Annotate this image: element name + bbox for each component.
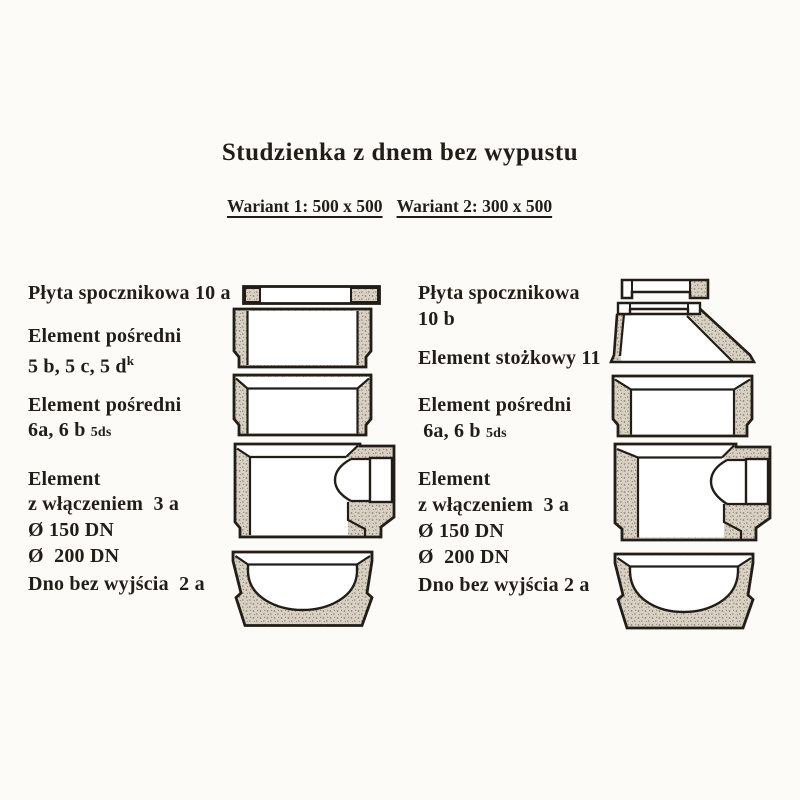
- dno-2a-left-drawing: [233, 552, 372, 626]
- variant-1-label: Wariant 1: 500 x 500: [227, 196, 383, 216]
- pipe-socket-left: [370, 458, 392, 502]
- label-plyta-10b-line2: 10 b: [418, 308, 455, 330]
- label-element-6-right-line1: Element pośredni: [418, 394, 572, 416]
- element-6-left-drawing: [234, 375, 371, 435]
- label-element-stozkowy-11: Element stożkowy 11: [418, 347, 601, 369]
- label-element-3a-line1: Element: [28, 468, 101, 490]
- variant-2-label: Wariant 2: 300 x 500: [396, 196, 553, 216]
- label-element-6-right-line2: 6a, 6 b 5ds: [418, 420, 507, 442]
- label-element-5-line2: 5 b, 5 c, 5 $d^k$: [28, 353, 135, 378]
- label-diameter-200: Ø 200 DN: [28, 545, 120, 567]
- dno-2a-right-drawing: [615, 554, 753, 628]
- element-3a-right-drawing: [615, 444, 770, 540]
- label-element-6-line1: Element pośredni: [28, 394, 182, 416]
- label-plyta-10b-line1: Płyta spocznikowa: [418, 282, 580, 304]
- label-element-3a-line2: z włączeniem 3 a: [28, 493, 180, 515]
- plyta-10a-drawing: [244, 287, 380, 304]
- small-5ds-right: 5ds: [485, 426, 507, 441]
- label-dno-2a-right: Dno bez wyjścia 2 a: [418, 574, 590, 596]
- superscript-k: k: [126, 353, 135, 368]
- small-5ds: 5ds: [90, 425, 112, 440]
- label-element-3a-right-line2: z włączeniem 3 a: [418, 494, 570, 516]
- element-11-drawing: [611, 303, 754, 362]
- label-diameter-150-right: Ø 150 DN: [418, 520, 505, 542]
- page-title: Studzienka z dnem bez wypustu: [221, 139, 579, 166]
- element-5-drawing: [234, 309, 371, 367]
- element-6-right-drawing: [613, 376, 752, 436]
- label-diameter-150: Ø 150 DN: [28, 519, 115, 541]
- element-3a-left-drawing: [235, 444, 394, 537]
- label-element-3a-right-line1: Element: [418, 468, 491, 490]
- label-element-6-line2: 6a, 6 b 5ds: [28, 419, 112, 441]
- label-plyta-10a: Płyta spocznikowa 10 a: [28, 282, 231, 304]
- plyta-10b-drawing: [622, 280, 708, 298]
- label-dno-2a: Dno bez wyjścia 2 a: [28, 573, 205, 595]
- label-diameter-200-right: Ø 200 DN: [418, 546, 510, 568]
- label-element-5-line1: Element pośredni: [28, 325, 182, 347]
- pipe-socket-right: [746, 459, 768, 504]
